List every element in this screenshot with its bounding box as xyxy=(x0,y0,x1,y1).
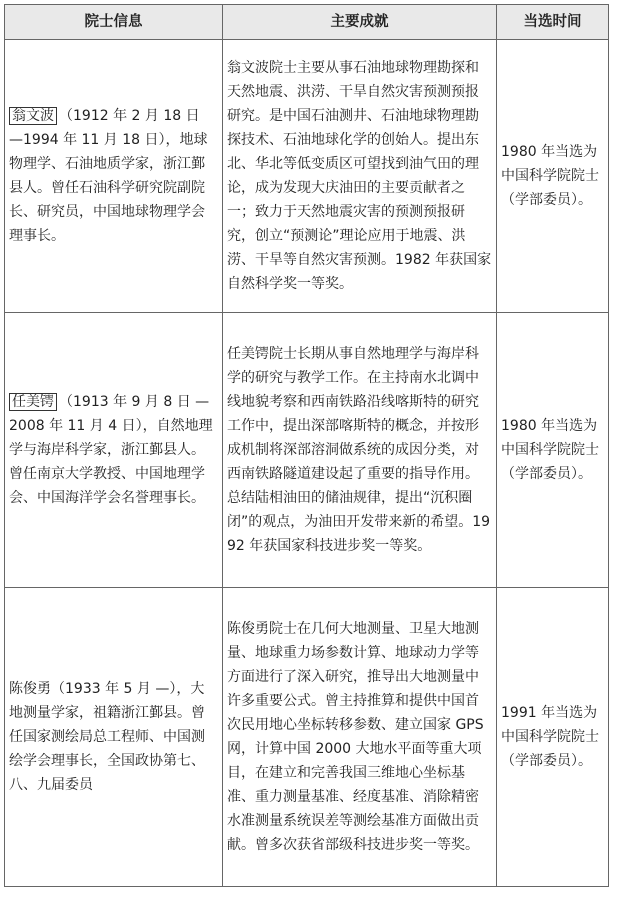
name-box: 任美锷 xyxy=(9,393,57,411)
info-cell xyxy=(5,313,223,588)
table-header-row xyxy=(5,5,609,40)
achievement-cell: 翁文波院士主要从事石油地球物理勘探和天然地震、洪涝、干旱自然灾害预测预报研究。是中国石油测井、石油地球物理勘探技术、石油地球化学的创始人。提出东北、华北等低变质区可望找到油气田的理论，成为发现大庆油田的主要贡献者之一；致力于天然地震灾害的预测预报研究，创立“预测论”理论应用于地震、洪涝、干旱等自然灾害预测。1982 年获国家自然科学奖一等奖。 xyxy=(223,40,497,313)
table-row xyxy=(5,588,609,887)
time-cell: 1991 年当选为中国科学院院士（学部委员）。 xyxy=(497,588,609,887)
info-text: 陈俊勇（1933 年 5 月 —），大地测量学家，祖籍浙江鄞县。曾任国家测绘局总工程师、中国测绘学会理事长，全国政协第七、八、九届委员 xyxy=(9,681,205,793)
table-row xyxy=(5,313,609,588)
achievement-cell: 陈俊勇院士在几何大地测量、卫星大地测量、地球重力场参数计算、地球动力学等方面进行了深入研究，推导出大地测量中许多重要公式。曾主持推算和提供中国首次民用地心坐标转移参数、建立国家 GPS 网，计算中国 2000 大地水平面等重大项目，在建立和完善我国三维地心坐标基准、重力测量基准、经度基准、消除精密水准测量系统误差等测绘基准方面做出贡献。曾多次获省部级科技进步奖一等奖。 xyxy=(223,588,497,887)
info-text: （1913 年 9 月 8 日 —2008 年 11 月 4 日），自然地理学与海岸科学家，浙江鄞县人。曾任南京大学教授、中国地理学会、中国海洋学会名誉理事长。 xyxy=(9,394,213,506)
academician-table xyxy=(4,4,609,887)
info-cell xyxy=(5,40,223,313)
info-cell xyxy=(5,588,223,887)
achievement-cell: 任美锷院士长期从事自然地理学与海岸科学的研究与教学工作。在主持南水北调中线地貌考察和西南铁路沿线喀斯特的研究工作中，提出深部喀斯特的概念，并按形成机制将深部溶洞做系统的成因分类，对西南铁路隧道建设起了重要的指导作用。总结陆相油田的储油规律，提出“沉积圈闭”的观点，为油田开发带来新的希望。1992 年获国家科技进步奖一等奖。 xyxy=(223,313,497,588)
header-time: 当选时间 xyxy=(497,5,609,40)
header-achievement: 主要成就 xyxy=(223,5,497,40)
name-box: 翁文波 xyxy=(9,107,57,125)
table-row xyxy=(5,40,609,313)
header-info: 院士信息 xyxy=(5,5,223,40)
time-cell: 1980 年当选为中国科学院院士（学部委员）。 xyxy=(497,313,609,588)
info-text: （1912 年 2 月 18 日 —1994 年 11 月 18 日），地球物理学、石油地质学家，浙江鄞县人。曾任石油科学研究院副院长、研究员，中国地球物理学会理事长。 xyxy=(9,108,208,244)
time-cell: 1980 年当选为中国科学院院士（学部委员）。 xyxy=(497,40,609,313)
